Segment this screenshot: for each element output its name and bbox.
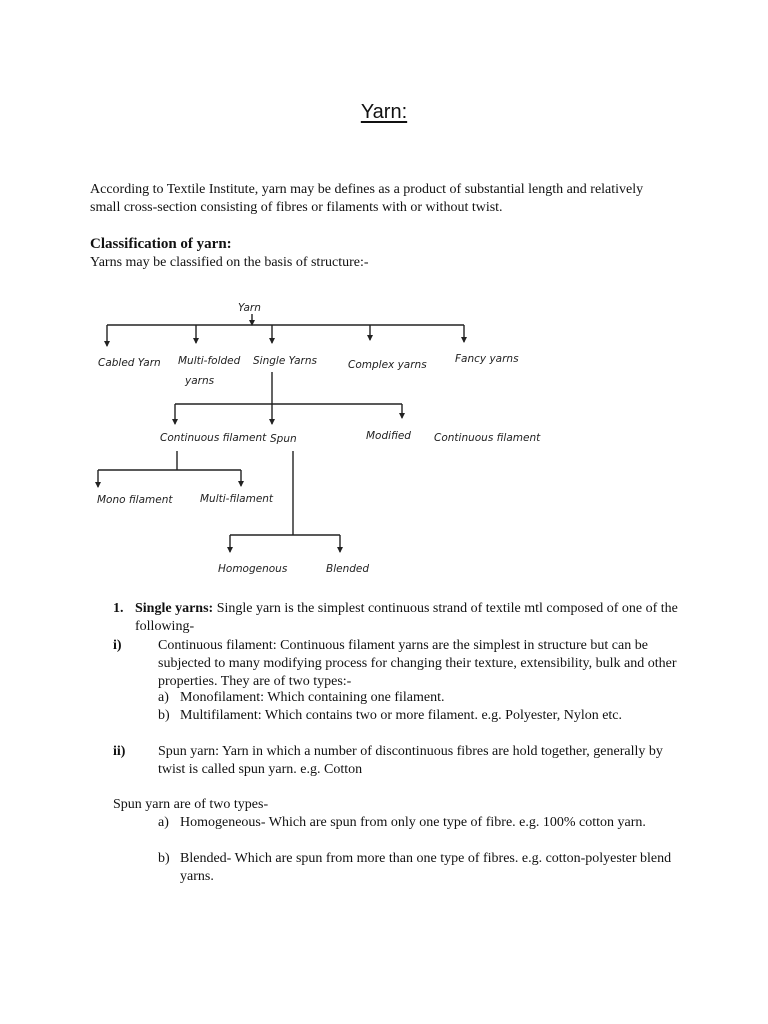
classification-heading: Classification of yarn: xyxy=(90,236,232,252)
node-fancy-yarns: Fancy yarns xyxy=(455,353,519,365)
list-number-1: 1. xyxy=(113,601,124,616)
node-homogenous: Homogenous xyxy=(218,563,288,575)
marker-b: b) xyxy=(158,851,170,866)
numeral-i: i) xyxy=(113,638,122,653)
single-yarns-label: Single yarns: xyxy=(135,601,214,616)
continuous-filament-text: Continuous filament: Continuous filament yarns are the simplest in structure but can be subjected to many modifying process for changing their texture, extensibility, bulk and other properties. They are of two types:- xyxy=(158,638,677,689)
node-complex-yarns: Complex yarns xyxy=(348,359,427,371)
numeral-ii: ii) xyxy=(113,744,126,759)
multifilament-item xyxy=(158,707,622,725)
monofilament-item xyxy=(158,689,445,707)
marker-b: b) xyxy=(158,708,170,723)
marker-a: a) xyxy=(158,690,169,705)
classification-subtext: Yarns may be classified on the basis of structure:- xyxy=(90,255,369,270)
spun-yarn-text: Spun yarn: Yarn in which a number of discontinuous fibres are hold together, generally by twist is called spun yarn. e.g. Cotton xyxy=(158,744,663,777)
marker-a: a) xyxy=(158,815,169,830)
node-blended: Blended xyxy=(326,563,370,575)
node-modified: Modified xyxy=(366,430,411,442)
node-mono-filament: Mono filament xyxy=(97,494,173,506)
blended-item xyxy=(158,850,683,886)
node-multi-folded-yarns: yarns xyxy=(185,375,215,387)
homogeneous-text: Homogeneous- Which are spun from only one type of fibre. e.g. 100% cotton yarn. xyxy=(180,815,646,830)
spun-types-heading: Spun yarn are of two types- xyxy=(113,797,269,812)
node-yarn: Yarn xyxy=(238,302,261,314)
node-multi-filament: Multi-filament xyxy=(200,493,274,505)
monofilament-text: Monofilament: Which containing one filament. xyxy=(180,690,445,705)
node-spun: Spun xyxy=(270,433,297,445)
yarn-classification-diagram xyxy=(0,285,768,585)
node-cabled-yarn: Cabled Yarn xyxy=(98,357,161,369)
node-multi-folded: Multi-folded xyxy=(178,355,241,367)
intro-paragraph: According to Textile Institute, yarn may be defines as a product of substantial length and relatively small cross-section consisting of fibres or filaments with or without twist. xyxy=(90,182,644,215)
homogeneous-item xyxy=(158,814,683,832)
page-title: Yarn: xyxy=(360,101,408,123)
multifilament-text: Multifilament: Which contains two or more filament. e.g. Polyester, Nylon etc. xyxy=(180,708,623,723)
node-modified-continuous-filament: Continuous filament xyxy=(434,432,541,444)
blended-text: Blended- Which are spun from more than one type of fibres. e.g. cotton-polyester blend yarns. xyxy=(180,851,672,884)
single-yarns-text: Single yarn is the simplest continuous strand of textile mtl composed of one of the following- xyxy=(135,601,678,634)
node-single-yarns: Single Yarns xyxy=(253,355,317,367)
single-yarns-item xyxy=(135,600,680,636)
node-continuous-filament: Continuous filament xyxy=(160,432,267,444)
